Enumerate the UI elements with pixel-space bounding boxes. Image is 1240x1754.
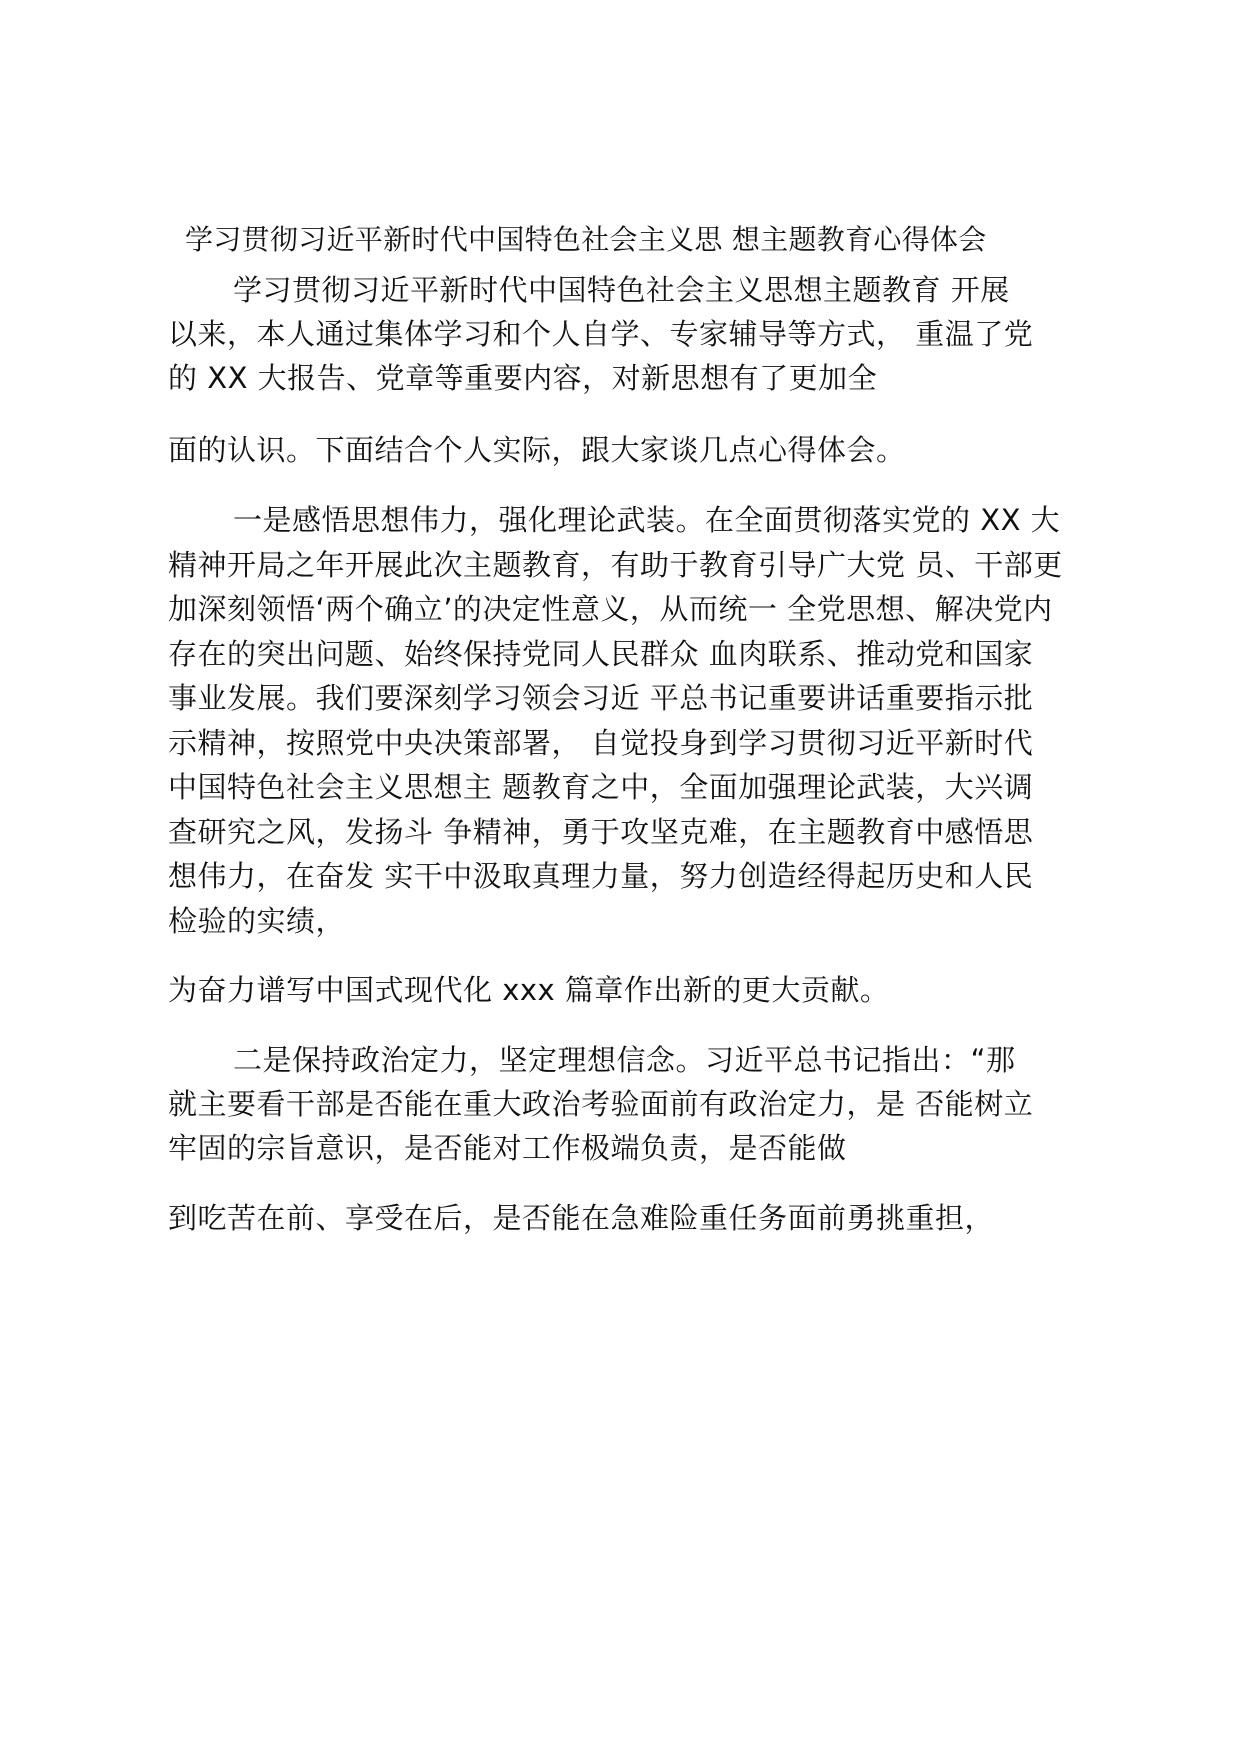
body-line: 存在的突出问题、始终保持党同人民群众 血肉联系、推动党和国家 xyxy=(168,637,1034,671)
body-line: 学习贯彻习近平新时代中国特色社会主义思想主题教育 开展 xyxy=(233,273,1010,307)
body-line: 查研究之风，发扬斗 争精神，勇于攻坚克难，在主题教育中感悟思 xyxy=(168,815,1034,849)
body-line: 示精神，按照党中央决策部署， 自觉投身到学习贯彻习近平新时代 xyxy=(168,726,1034,760)
body-line: 的 XX 大报告、党章等重要内容，对新思想有了更加全 xyxy=(168,361,878,395)
body-line: 加深刻领悟‘两个确立’的决定性意义，从而统一 全党思想、解决党内 xyxy=(168,592,1053,626)
body-line: 就主要看干部是否能在重大政治考验面前有政治定力，是 否能树立 xyxy=(168,1087,1034,1121)
body-line: 事业发展。我们要深刻学习领会习近 平总书记重要讲话重要指示批 xyxy=(168,681,1034,715)
document-title: 学习贯彻习近平新时代中国特色社会主义思 想主题教育心得体会 xyxy=(185,223,987,256)
body-line: 到吃苦在前、享受在后，是否能在急难险重任务面前勇挑重担， xyxy=(168,1201,995,1235)
body-line: 精神开局之年开展此次主题教育，有助于教育引导广大党 员、干部更 xyxy=(168,548,1063,582)
body-line: 以来，本人通过集体学习和个人自学、专家辅导等方式， 重温了党 xyxy=(168,317,1034,351)
body-line: 面的认识。下面结合个人实际，跟大家谈几点心得体会。 xyxy=(168,433,906,467)
body-line: 中国特色社会主义思想主 题教育之中，全面加强理论武装，大兴调 xyxy=(168,770,1034,804)
body-line: 检验的实绩， xyxy=(168,904,346,938)
body-line: 二是保持政治定力，坚定理想信念。习近平总书记指出：“那 xyxy=(233,1043,1016,1077)
body-line: 想伟力，在奋发 实干中汲取真理力量，努力创造经得起历史和人民 xyxy=(168,859,1034,893)
body-line: 一是感悟思想伟力，强化理论武装。在全面贯彻落实党的 XX 大 xyxy=(233,503,1061,537)
body-line: 牢固的宗旨意识，是否能对工作极端负责，是否能做 xyxy=(168,1131,847,1165)
body-line: 为奋力谱写中国式现代化 xxx 篇章作出新的更大贡献。 xyxy=(168,973,890,1007)
